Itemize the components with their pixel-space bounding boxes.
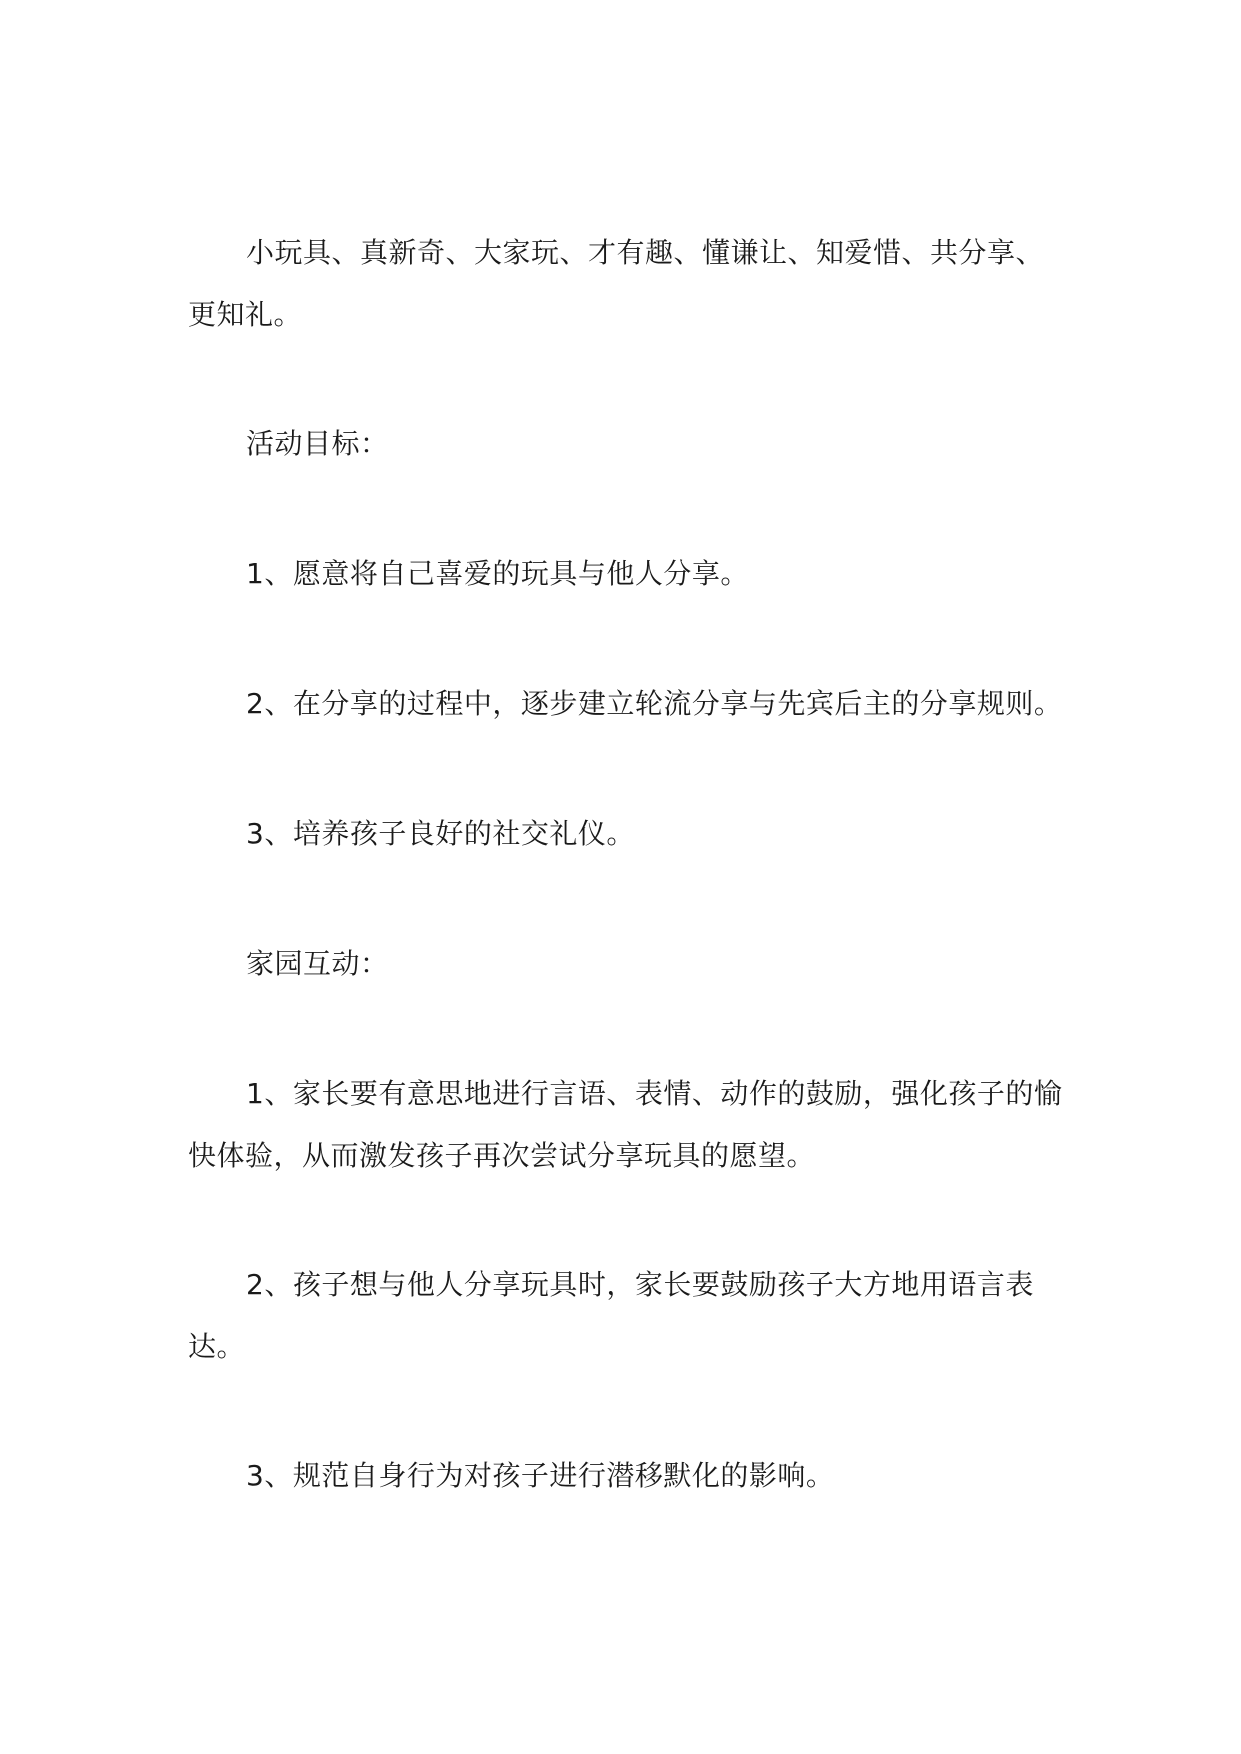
section-heading-goals: 活动目标： <box>246 427 389 460</box>
section-heading-interaction: 家园互动： <box>246 947 389 980</box>
interaction-item-3: 3、规范自身行为对孩子进行潜移默化的影响。 <box>246 1459 835 1492</box>
goal-item-2: 2、在分享的过程中，逐步建立轮流分享与先宾后主的分享规则。 <box>246 687 1063 720</box>
interaction-item-1: 1、家长要有意思地进行言语、表情、动作的鼓励，强化孩子的愉快体验，从而激发孩子再次尝试分享玩具的愿望。 <box>188 1077 1063 1172</box>
interaction-item-2: 2、孩子想与他人分享玩具时，家长要鼓励孩子大方地用语言表达。 <box>188 1268 1034 1363</box>
goal-item-3: 3、培养孩子良好的社交礼仪。 <box>246 817 635 850</box>
intro-paragraph: 小玩具、真新奇、大家玩、才有趣、懂谦让、知爱惜、共分享、更知礼。 <box>188 236 1045 331</box>
goal-item-1: 1、愿意将自己喜爱的玩具与他人分享。 <box>246 557 749 590</box>
